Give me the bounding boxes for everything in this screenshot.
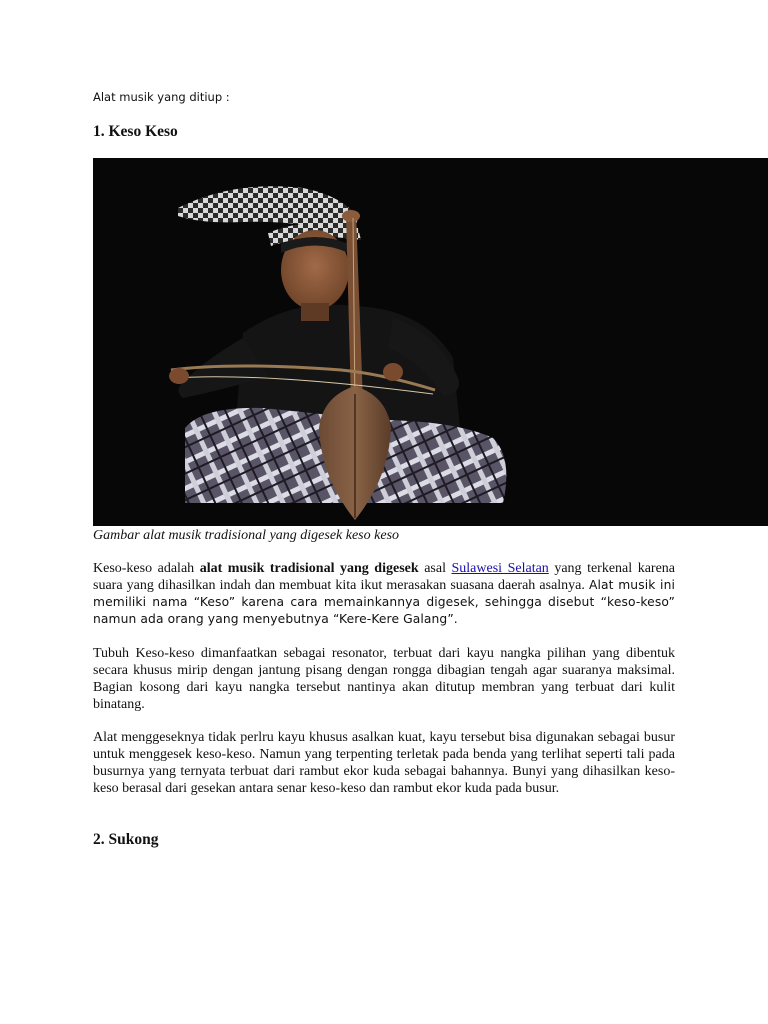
paragraph-1-text-b: asal <box>418 561 452 576</box>
paragraph-1-bold: alat musik tradisional yang digesek <box>199 561 419 576</box>
paragraph-1-text-a: Keso-keso adalah <box>93 561 200 576</box>
sulawesi-selatan-link[interactable]: Sulawesi Selatan <box>451 561 549 576</box>
paragraph-3: Alat menggeseknya tidak perlru kayu khusus asalkan kuat, kayu tersebut bisa digunakan sebagai busur untuk menggesek keso-keso. Namun yang terpenting terletak pada benda yang terlihat seperti tali pada busurnya yang ternyata terbuat dari rambut ekor kuda sebagai bahannya. Bunyi yang dihasilkan keso-keso berasal dari gesekan antara senar keso-keso dan rambut ekor kuda pada busur. <box>93 730 675 796</box>
section-heading-sukong: 2. Sukong <box>93 831 159 848</box>
section-heading-keso-keso: 1. Keso Keso <box>93 123 178 140</box>
paragraph-1 <box>93 560 675 628</box>
paragraph-1-text-d: Alat musik ini memiliki nama “Keso” karena cara memainkannya digesek, sehingga disebut “keso-keso” namun ada orang yang menyebutnya “Kere-Kere Galang”. <box>93 578 675 626</box>
paragraph-2: Tubuh Keso-keso dimanfaatkan sebagai resonator, terbuat dari kayu nangka pilihan yang dibentuk secara khusus mirip dengan jantung pisang dengan rongga dibagian tengah agar suaranya maksimal. Bagian kosong dari kayu nangka tersebut nantinya akan ditutup membran yang terbuat dari kulit binatang. <box>93 646 675 712</box>
photo-caption: Gambar alat musik tradisional yang digesek keso keso <box>93 528 400 543</box>
intro-text: Alat musik yang ditiup : <box>93 90 230 104</box>
keso-keso-photo <box>93 158 768 526</box>
paragraph-1-text-c: yang terkenal karena suara yang dihasilkan indah dan membuat kita ikut merasakan suasana daerah asalnya. <box>93 561 675 593</box>
